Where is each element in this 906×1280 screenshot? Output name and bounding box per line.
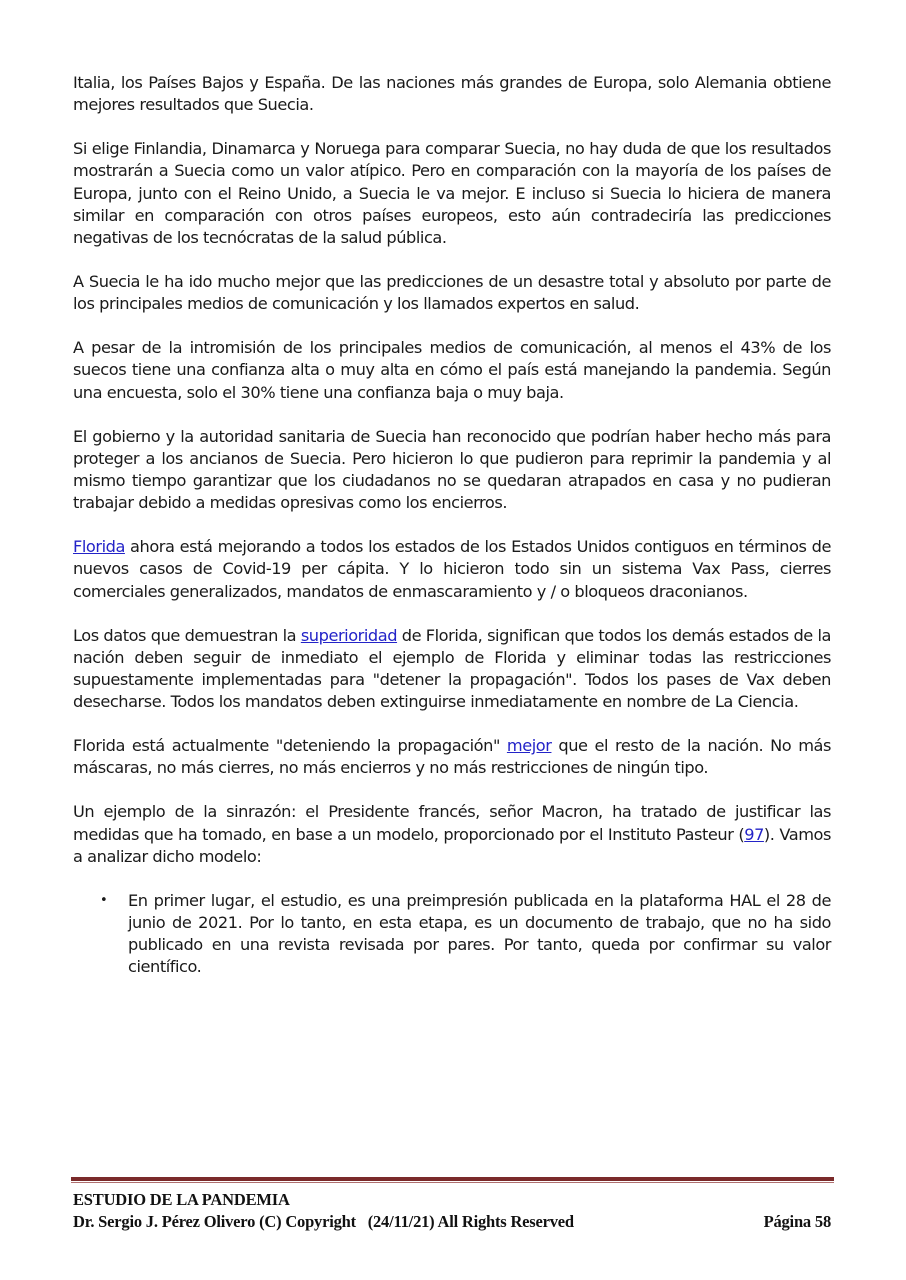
footer-title: ESTUDIO DE LA PANDEMIA — [73, 1190, 290, 1209]
reference-97-link[interactable]: 97 — [744, 824, 764, 844]
paragraph-1: Italia, los Países Bajos y España. De las naciones más grandes de Europa, solo Alemania obtiene mejores resultados que Suecia. — [73, 73, 831, 115]
paragraph-7-text-before: Los datos que demuestran la — [73, 625, 301, 645]
paragraph-9 — [73, 801, 831, 868]
footer-divider-thin — [71, 1182, 834, 1183]
page-number: Página 58 — [763, 1212, 831, 1231]
footer-copyright: Dr. Sergio J. Pérez Olivero (C) Copyright (24/11/21) All Rights Reserved — [73, 1212, 574, 1231]
paragraph-3: A Suecia le ha ido mucho mejor que las predicciones de un desastre total y absoluto por parte de los principales medios de comunicación y los llamados expertos en salud. — [73, 272, 831, 314]
mejor-link[interactable]: mejor — [506, 736, 552, 756]
footer-divider — [71, 1177, 834, 1184]
document-body — [73, 72, 831, 979]
superioridad-link[interactable]: superioridad — [300, 625, 398, 645]
paragraph-9-text-before: Un ejemplo de la sinrazón: el Presidente francés, señor Macron, ha tratado de justificar las medidas que ha tomado, en base a un modelo, proporcionado por el Instituto Pasteur ( — [73, 802, 831, 844]
bullet-icon: • — [100, 892, 108, 908]
bullet-item — [73, 890, 831, 979]
paragraph-7 — [73, 625, 831, 714]
paragraph-9-text-after: ). Vamos a analizar dicho modelo: — [73, 824, 831, 866]
bullet-item-text: En primer lugar, el estudio, es una preimpresión publicada en la plataforma HAL el 28 de junio de 2021. Por lo tanto, en esta etapa, es un documento de trabajo, que no ha sido publicado en una revista revisada por pares. Por tanto, queda por confirmar su valor científico. — [128, 890, 831, 977]
paragraph-8 — [73, 735, 831, 779]
footer-divider-thick — [71, 1177, 834, 1181]
paragraph-2: Si elige Finlandia, Dinamarca y Noruega para comparar Suecia, no hay duda de que los resultados mostrarán a Suecia como un valor atípico. Pero en comparación con la mayoría de los países de Europa, junto con el Reino Unido, a Suecia le va mejor. E incluso si Suecia lo hiciera de manera similar en comparación con otros países europeos, esto aún contradeciría las predicciones negativas de los tecnócratas de la salud pública. — [73, 139, 831, 248]
bullet-list — [73, 890, 831, 979]
footer-row — [73, 1211, 831, 1233]
paragraph-7-text-after: de Florida, significan que todos los demás estados de la nación deben seguir de inmediato el ejemplo de Florida y eliminar todas las restricciones supuestamente implementadas para "detener la propagación". Todos los pases de Vax deben desecharse. Todos los mandatos deben extinguirse inmediatamente en nombre de La Ciencia. — [73, 625, 832, 712]
paragraph-8-text-before: Florida está actualmente "deteniendo la propagación" — [73, 736, 507, 756]
florida-link[interactable]: Florida — [73, 537, 125, 557]
paragraph-4: A pesar de la intromisión de los principales medios de comunicación, al menos el 43% de los suecos tiene una confianza alta o muy alta en cómo el país está manejando la pandemia. Según una encuesta, solo el 30% tiene una confianza baja o muy baja. — [73, 338, 831, 402]
paragraph-6-text: ahora está mejorando a todos los estados de los Estados Unidos contiguos en términos de nuevos casos de Covid-19 per cápita. Y lo hicieron todo sin un sistema Vax Pass, cierres comerciales generalizados, mandatos de enmascaramiento y / o bloqueos draconianos. — [73, 537, 831, 601]
paragraph-5: El gobierno y la autoridad sanitaria de Suecia han reconocido que podrían haber hecho más para proteger a los ancianos de Suecia. Pero hicieron lo que pudieron para reprimir la pandemia y al mismo tiempo garantizar que los ciudadanos no se quedaran atrapados en casa y no pudieran trabajar debido a medidas opresivas como los encierros. — [73, 426, 831, 513]
paragraph-6 — [73, 536, 831, 603]
paragraph-8-text-after: que el resto de la nación. No más máscaras, no más cierres, no más encierros y no más restricciones de ningún tipo. — [73, 736, 831, 778]
page-footer — [73, 1189, 831, 1233]
